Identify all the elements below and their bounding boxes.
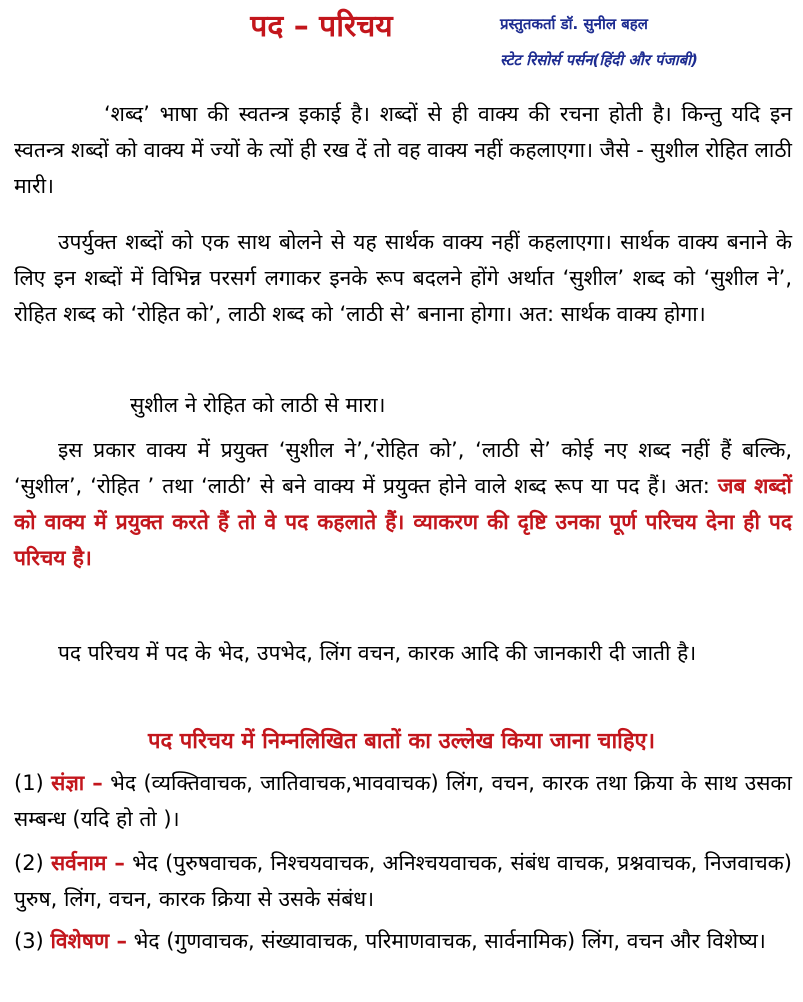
paragraph-2: उपर्युक्त शब्दों को एक साथ बोलने से यह सार्थक वाक्य नहीं कहलाएगा। सार्थक वाक्य बनाने के लिए इन शब्दों में विभिन्न परसर्ग लगाकर इनके रूप बदलने होंगे अर्थात ‘सुशील’ शब्द को ‘सुशील ने’, रोहित शब्द को ‘रोहित को’, लाठी शब्द को ‘लाठी से’ बनाना होगा। अत: सार्थक वाक्य होगा। bbox=[14, 230, 792, 326]
item-text: भेद (व्यक्तिवाचक, जातिवाचक,भाववाचक) लिंग, वचन, कारक तथा क्रिया के साथ उसका सम्बन्ध (यदि हो तो )। bbox=[14, 771, 792, 831]
list-item-1 bbox=[14, 765, 792, 837]
page-title: पद – परिचय bbox=[250, 9, 393, 44]
definition-highlight: जब शब्दों को वाक्य में प्रयुक्त करते हैं तो वे पद कहलाते हैं। व्याकरण की दृष्टि उनका पूर्ण परिचय देना ही पद परिचय है। bbox=[14, 474, 792, 570]
item-text: भेद (पुरुषवाचक, निश्चयवाचक, अनिश्चयवाचक, संबंध वाचक, प्रश्नवाचक, निजवाचक) पुरुष, लिंग, वचन, कारक क्रिया से उसके संबंध। bbox=[14, 851, 792, 911]
paragraph-4: पद परिचय में पद के भेद, उपभेद, लिंग वचन, कारक आदि की जानकारी दी जाती है। bbox=[58, 641, 697, 665]
paragraph-3 bbox=[14, 432, 792, 576]
item-term: सर्वनाम – bbox=[50, 851, 125, 875]
paragraph-3-text: इस प्रकार वाक्य में प्रयुक्त ‘सुशील ने’,‘रोहित को’, ‘लाठी से’ कोई नए शब्द नहीं हैं बल्कि, ‘सुशील’, ‘रोहित ’ तथा ‘लाठी’ से बने वाक्य में प्रयुक्त होने वाले शब्द रूप या पद हैं। अत: bbox=[14, 438, 792, 498]
author-line: प्रस्तुतकर्ता डॉ. सुनील बहल bbox=[500, 15, 648, 33]
example-sentence: सुशील ने रोहित को लाठी से मारा। bbox=[130, 393, 386, 417]
list-item-3 bbox=[14, 923, 792, 959]
item-number: (1) bbox=[14, 771, 44, 795]
item-number: (2) bbox=[14, 851, 44, 875]
item-text: भेद (गुणवाचक, संख्यावाचक, परिमाणवाचक, सार्वनामिक) लिंग, वचन और विशेष्य। bbox=[133, 929, 766, 953]
item-term: विशेषण – bbox=[50, 929, 127, 953]
item-term: संज्ञा – bbox=[51, 771, 103, 795]
item-number: (3) bbox=[14, 929, 44, 953]
paragraph-1: ‘शब्द’ भाषा की स्वतन्त्र इकाई है। शब्दों से ही वाक्य की रचना होती है। किन्तु यदि इन स्वतन्त्र शब्दों को वाक्य में ज्यों के त्यों ही रख दें तो वह वाक्य नहीं कहलाएगा। जैसे - सुशील रोहित लाठी मारी। bbox=[14, 102, 792, 198]
section-heading: पद परिचय में निम्नलिखित बातों का उल्लेख किया जाना चाहिए। bbox=[147, 729, 656, 754]
list-item-2 bbox=[14, 845, 792, 917]
author-role: स्टेट रिसोर्स पर्सन(हिंदी और पंजाबी) bbox=[500, 51, 698, 69]
